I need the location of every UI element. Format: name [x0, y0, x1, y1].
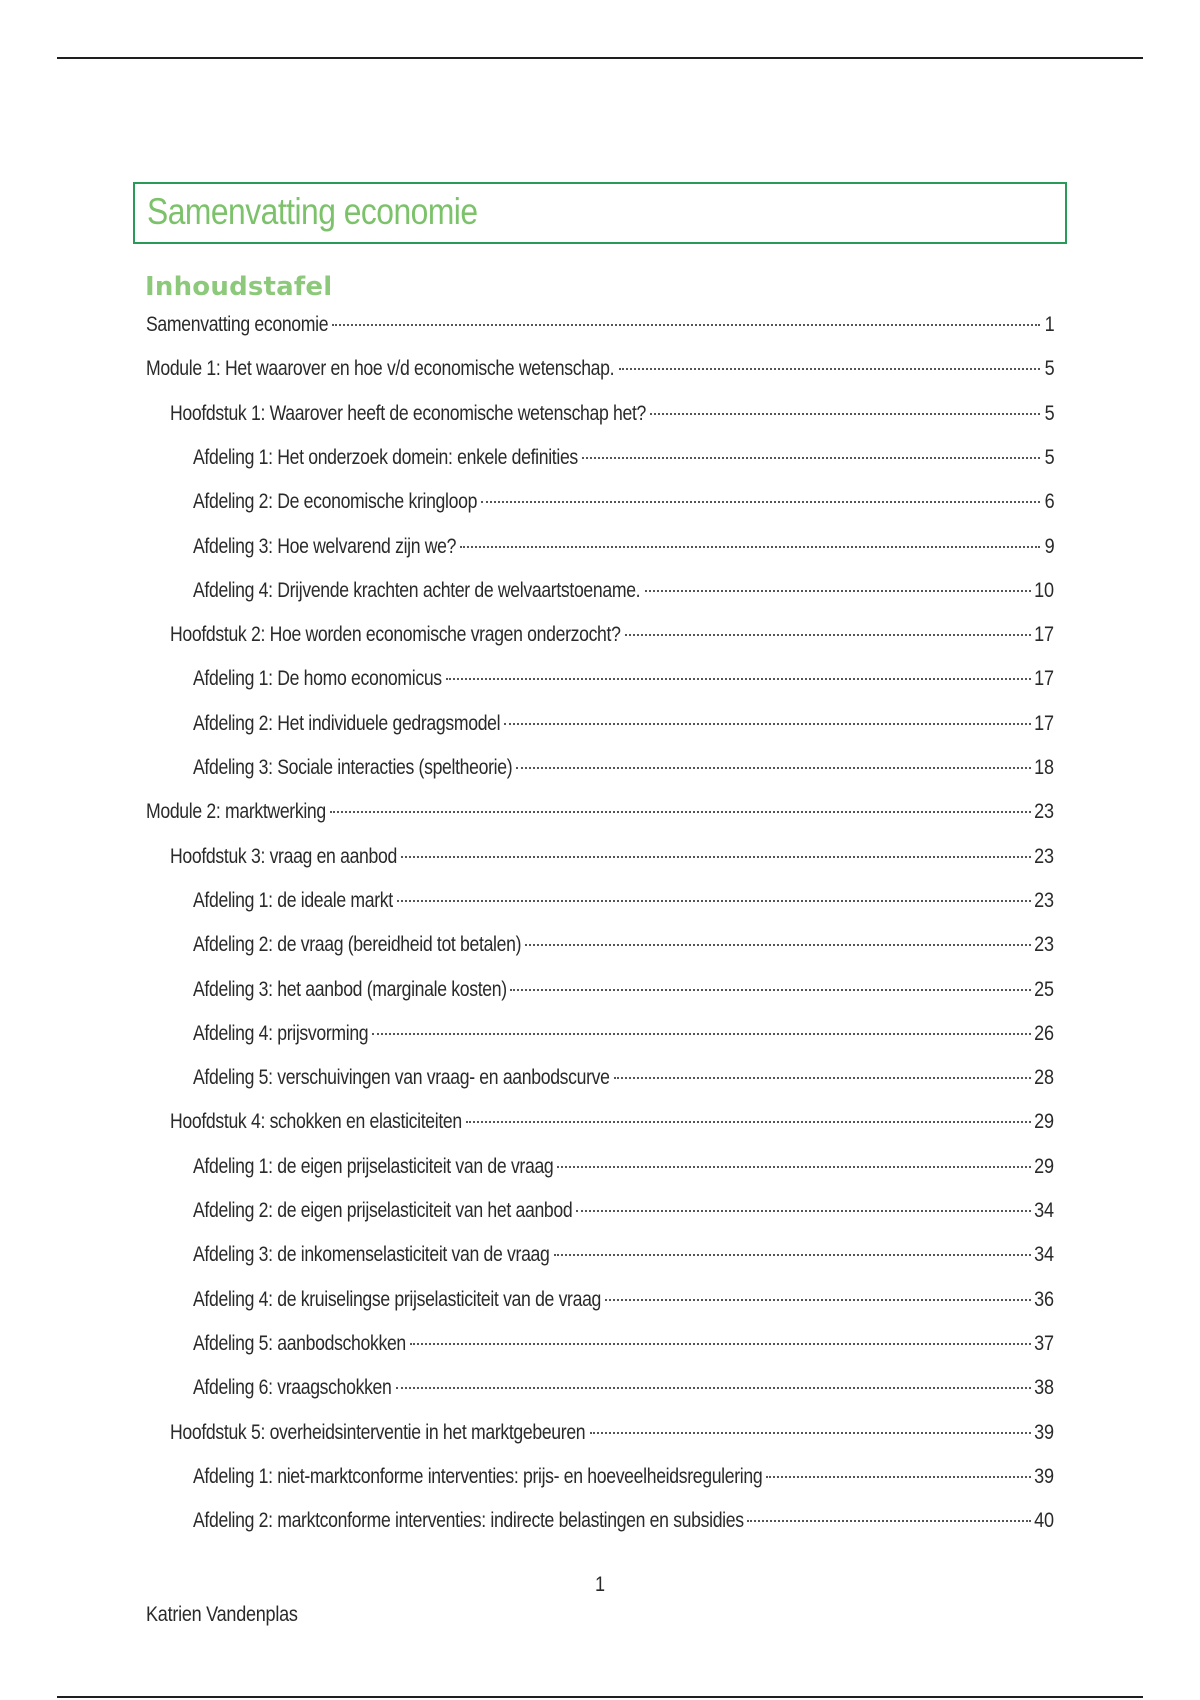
- toc-entry-page: 17: [1034, 623, 1054, 646]
- toc-dot-leader: [460, 546, 1039, 548]
- toc-entry-label: Samenvatting economie: [146, 313, 329, 336]
- toc-dot-leader: [554, 1254, 1031, 1256]
- toc-entry-page: 25: [1034, 978, 1054, 1001]
- toc-entry-page: 38: [1034, 1376, 1054, 1399]
- toc-entry[interactable]: [193, 930, 1054, 960]
- toc-dot-leader: [372, 1033, 1031, 1035]
- toc-entry-page: 5: [1044, 357, 1054, 380]
- toc-dot-leader: [525, 944, 1031, 946]
- toc-dot-leader: [332, 324, 1040, 326]
- toc-entry-label: Afdeling 3: de inkomenselasticiteit van de vraag: [193, 1243, 550, 1266]
- toc-entry-label: Afdeling 4: prijsvorming: [193, 1022, 369, 1045]
- footer-rule: [57, 1696, 1143, 1698]
- toc-entry[interactable]: [193, 1152, 1054, 1182]
- toc-dot-leader: [466, 1121, 1030, 1123]
- toc-entry-page: 9: [1044, 535, 1054, 558]
- toc-dot-leader: [614, 1077, 1031, 1079]
- toc-entry-page: 28: [1034, 1066, 1054, 1089]
- toc-entry-page: 23: [1034, 889, 1054, 912]
- toc-entry-page: 5: [1044, 446, 1054, 469]
- toc-entry[interactable]: [193, 709, 1054, 739]
- toc-dot-leader: [510, 989, 1030, 991]
- toc-entry[interactable]: [193, 975, 1054, 1005]
- toc-entry-label: Afdeling 6: vraagschokken: [193, 1376, 392, 1399]
- toc-entry[interactable]: [193, 1506, 1054, 1536]
- toc-entry[interactable]: [170, 620, 1054, 650]
- document-title: Samenvatting economie: [147, 191, 478, 232]
- toc-entry-label: Afdeling 1: de eigen prijselasticiteit van de vraag: [193, 1155, 554, 1178]
- toc-entry-page: 17: [1034, 712, 1054, 735]
- toc-dot-leader: [481, 501, 1040, 503]
- toc-entry[interactable]: [146, 797, 1054, 827]
- toc-entry[interactable]: [193, 1462, 1054, 1492]
- toc-entry-label: Hoofdstuk 3: vraag en aanbod: [170, 845, 397, 868]
- toc-entry-label: Hoofdstuk 5: overheidsinterventie in het marktgebeuren: [170, 1421, 586, 1444]
- toc-dot-leader: [766, 1476, 1031, 1478]
- toc-entry[interactable]: [170, 1418, 1054, 1448]
- toc-dot-leader: [576, 1210, 1031, 1212]
- toc-entry[interactable]: [193, 1329, 1054, 1359]
- toc-entry[interactable]: [193, 1019, 1054, 1049]
- toc-entry-page: 34: [1034, 1199, 1054, 1222]
- toc-entry-page: 17: [1034, 667, 1054, 690]
- toc-entry-label: Afdeling 4: de kruiselingse prijselasticiteit van de vraag: [193, 1288, 602, 1311]
- toc-entry[interactable]: [193, 487, 1054, 517]
- toc-dot-leader: [582, 457, 1040, 459]
- toc-entry[interactable]: [193, 576, 1054, 606]
- toc-entry-page: 39: [1034, 1465, 1054, 1488]
- toc-entry-page: 34: [1034, 1243, 1054, 1266]
- toc-entry[interactable]: [193, 532, 1054, 562]
- toc-dot-leader: [504, 723, 1031, 725]
- toc-entry-label: Module 1: Het waarover en hoe v/d economische wetenschap.: [146, 357, 615, 380]
- toc-entry-page: 23: [1034, 933, 1054, 956]
- toc-dot-leader: [397, 900, 1031, 902]
- toc-entry-page: 23: [1034, 845, 1054, 868]
- toc-dot-leader: [410, 1343, 1030, 1345]
- toc-entry[interactable]: [146, 310, 1054, 340]
- toc-entry-label: Hoofdstuk 1: Waarover heeft de economische wetenschap het?: [170, 402, 647, 425]
- author-name: Katrien Vandenplas: [146, 1603, 298, 1626]
- toc-entry-label: Afdeling 2: de vraag (bereidheid tot betalen): [193, 933, 522, 956]
- toc-dot-leader: [747, 1520, 1030, 1522]
- toc-entry-page: 26: [1034, 1022, 1054, 1045]
- toc-dot-leader: [650, 413, 1040, 415]
- toc-entry-page: 29: [1034, 1110, 1054, 1133]
- toc-dot-leader: [590, 1432, 1031, 1434]
- toc-entry[interactable]: [170, 1107, 1054, 1137]
- toc-entry[interactable]: [170, 842, 1054, 872]
- toc-entry-label: Afdeling 5: verschuivingen van vraag- en aanbodscurve: [193, 1066, 610, 1089]
- toc-entry[interactable]: [170, 399, 1054, 429]
- toc-entry-label: Afdeling 2: Het individuele gedragsmodel: [193, 712, 501, 735]
- toc-entry-page: 6: [1044, 490, 1054, 513]
- toc-dot-leader: [330, 811, 1031, 813]
- toc-dot-leader: [605, 1299, 1031, 1301]
- toc-dot-leader: [619, 368, 1040, 370]
- toc-heading: Inhoudstafel: [145, 272, 333, 302]
- toc-entry[interactable]: [193, 1196, 1054, 1226]
- toc-entry-label: Afdeling 1: niet-marktconforme interventies: prijs- en hoeveelheidsregulering: [193, 1465, 763, 1488]
- toc-dot-leader: [401, 856, 1031, 858]
- toc-entry-page: 10: [1034, 579, 1054, 602]
- toc-dot-leader: [446, 678, 1031, 680]
- toc-entry[interactable]: [193, 1063, 1054, 1093]
- toc-entry-label: Afdeling 3: Sociale interacties (speltheorie): [193, 756, 513, 779]
- toc-entry-page: 18: [1034, 756, 1054, 779]
- toc-dot-leader: [625, 634, 1031, 636]
- toc-entry-page: 36: [1034, 1288, 1054, 1311]
- toc-entry-page: 39: [1034, 1421, 1054, 1444]
- toc-dot-leader: [557, 1166, 1030, 1168]
- toc-entry-label: Hoofdstuk 4: schokken en elasticiteiten: [170, 1110, 462, 1133]
- toc-entry-page: 23: [1034, 800, 1054, 823]
- toc-entry-label: Afdeling 2: de eigen prijselasticiteit van het aanbod: [193, 1199, 573, 1222]
- toc-entry-label: Afdeling 1: Het onderzoek domein: enkele definities: [193, 446, 578, 469]
- toc-entry[interactable]: [193, 1240, 1054, 1270]
- page-number: 1: [594, 1573, 606, 1596]
- toc-entry-label: Hoofdstuk 2: Hoe worden economische vragen onderzocht?: [170, 623, 621, 646]
- toc-entry-label: Afdeling 3: het aanbod (marginale kosten): [193, 978, 507, 1001]
- toc-entry-label: Afdeling 2: marktconforme interventies: indirecte belastingen en subsidies: [193, 1509, 744, 1532]
- toc-entry-label: Module 2: marktwerking: [146, 800, 326, 823]
- toc-entry-label: Afdeling 4: Drijvende krachten achter de welvaartstoename.: [193, 579, 641, 602]
- toc-entry[interactable]: [193, 664, 1054, 694]
- toc-entry-label: Afdeling 3: Hoe welvarend zijn we?: [193, 535, 457, 558]
- toc-entry[interactable]: [193, 753, 1054, 783]
- toc-entry-label: Afdeling 1: De homo economicus: [193, 667, 442, 690]
- toc-entry[interactable]: [193, 1373, 1054, 1403]
- toc-dot-leader: [645, 590, 1031, 592]
- toc-dot-leader: [396, 1387, 1031, 1389]
- toc-entry-page: 29: [1034, 1155, 1054, 1178]
- toc-entry[interactable]: [146, 354, 1054, 384]
- toc-dot-leader: [516, 767, 1030, 769]
- toc-entry-page: 40: [1034, 1509, 1054, 1532]
- toc-entry[interactable]: [193, 1285, 1054, 1315]
- toc-entry[interactable]: [193, 886, 1054, 916]
- toc-entry-page: 37: [1034, 1332, 1054, 1355]
- toc-entry-page: 5: [1044, 402, 1054, 425]
- toc-entry-label: Afdeling 5: aanbodschokken: [193, 1332, 406, 1355]
- toc-entry-page: 1: [1044, 313, 1054, 336]
- toc-entry-label: Afdeling 1: de ideale markt: [193, 889, 393, 912]
- toc-entry[interactable]: [193, 443, 1054, 473]
- toc-entry-label: Afdeling 2: De economische kringloop: [193, 490, 478, 513]
